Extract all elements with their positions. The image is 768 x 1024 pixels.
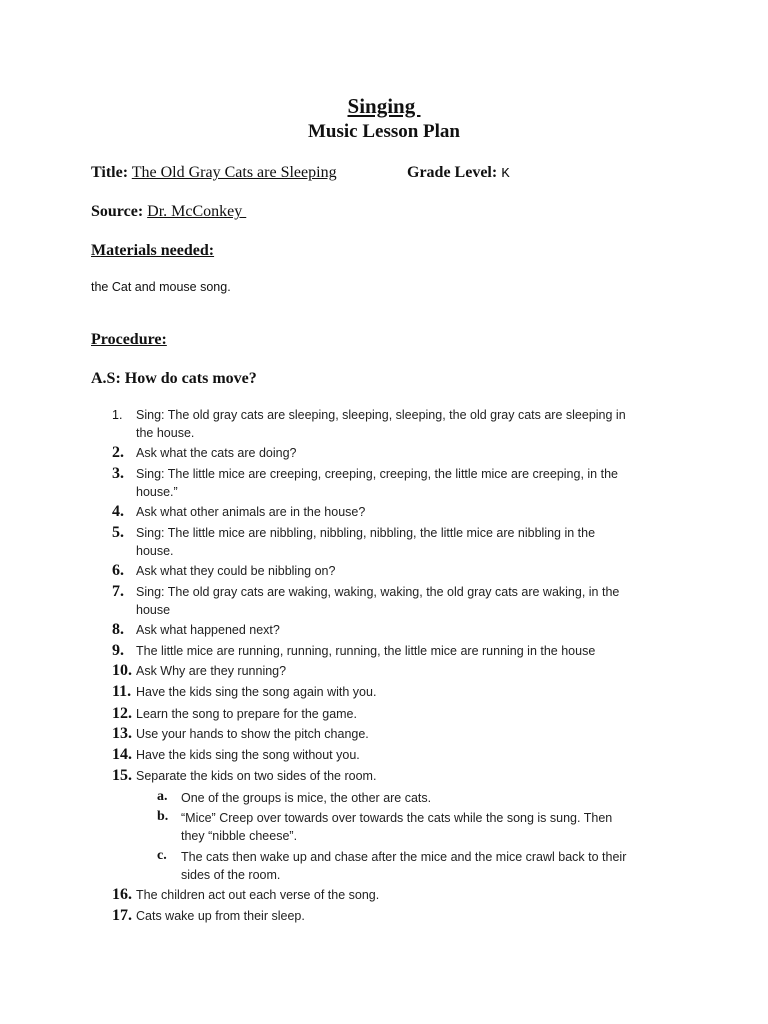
step-text-continued: house: [136, 603, 171, 617]
substep-text: “Mice” Creep over towards over towards the cats while the song is sung. Then: [181, 811, 613, 825]
page-subtitle: Music Lesson Plan: [307, 121, 461, 142]
step-number: 16.: [112, 886, 132, 903]
title-value: The Old Gray Cats are Sleeping: [131, 164, 337, 181]
substep-text: The cats then wake up and chase after the mice and the mice crawl back to their: [181, 850, 627, 864]
step-text: Ask Why are they running?: [136, 664, 287, 678]
as-heading: A.S: How do cats move?: [91, 370, 257, 387]
step-number: 9.: [112, 642, 124, 659]
step-text-continued: the house.: [136, 426, 195, 440]
step-text: Sing: The old gray cats are sleeping, sleeping, sleeping, the old gray cats are sleeping in: [136, 408, 626, 422]
step-text: Separate the kids on two sides of the room.: [136, 769, 377, 783]
step-text: Sing: The old gray cats are waking, waking, waking, the old gray cats are waking, in the: [136, 585, 620, 599]
step-number: 11.: [112, 683, 132, 700]
procedure-heading: Procedure:: [91, 331, 167, 348]
step-number: 15.: [112, 767, 132, 784]
step-text: The little mice are running, running, running, the little mice are running in the house: [136, 644, 596, 658]
step-text: Ask what happened next?: [136, 623, 280, 637]
step-text: Sing: The little mice are nibbling, nibbling, nibbling, the little mice are nibbling in the: [136, 526, 596, 540]
step-number: 10.: [112, 662, 132, 679]
step-number: 13.: [112, 725, 132, 742]
step-text-continued: house.: [136, 544, 174, 558]
step-text: Ask what they could be nibbling on?: [136, 564, 336, 578]
step-number: 3.: [112, 465, 124, 482]
step-number: 12.: [112, 705, 132, 722]
materials-heading: Materials needed:: [91, 242, 215, 259]
step-number: 14.: [112, 746, 132, 763]
substep-letter: a.: [157, 789, 168, 804]
grade-field: [407, 163, 510, 184]
source-value: Dr. McConkey: [147, 203, 247, 220]
grade-value: K: [501, 166, 510, 182]
step-text-continued: house.”: [136, 485, 178, 499]
substep-letter: c.: [157, 848, 167, 863]
substep-letter: b.: [157, 809, 169, 824]
step-text: Sing: The little mice are creeping, creeping, creeping, the little mice are creeping, in the: [136, 467, 618, 481]
step-text: Have the kids sing the song without you.: [136, 748, 360, 762]
step-text: Learn the song to prepare for the game.: [136, 707, 357, 721]
step-number: 5.: [112, 524, 124, 541]
step-text: The children act out each verse of the song.: [136, 888, 380, 902]
substep-text-continued: they “nibble cheese”.: [181, 829, 298, 843]
step-number: 8.: [112, 621, 124, 638]
page-title: Singing: [347, 94, 421, 118]
step-text: Ask what the cats are doing?: [136, 446, 297, 460]
title-field: [91, 163, 337, 183]
step-number: 2.: [112, 444, 124, 461]
step-text: Have the kids sing the song again with you.: [136, 685, 377, 699]
substep-text-continued: sides of the room.: [181, 868, 281, 882]
step-number: 1.: [112, 408, 123, 422]
materials-text: the Cat and mouse song.: [91, 280, 231, 294]
source-label: Source:: [91, 203, 144, 220]
source-field: [91, 202, 246, 222]
step-number: 7.: [112, 583, 124, 600]
step-number: 17.: [112, 907, 132, 924]
title-label: Title:: [91, 164, 129, 181]
step-number: 6.: [112, 562, 124, 579]
step-text: Cats wake up from their sleep.: [136, 909, 305, 923]
substep-text: One of the groups is mice, the other are cats.: [181, 791, 432, 805]
step-text: Use your hands to show the pitch change.: [136, 727, 369, 741]
step-text: Ask what other animals are in the house?: [136, 505, 366, 519]
grade-label: Grade Level:: [407, 164, 498, 181]
step-number: 4.: [112, 503, 124, 520]
